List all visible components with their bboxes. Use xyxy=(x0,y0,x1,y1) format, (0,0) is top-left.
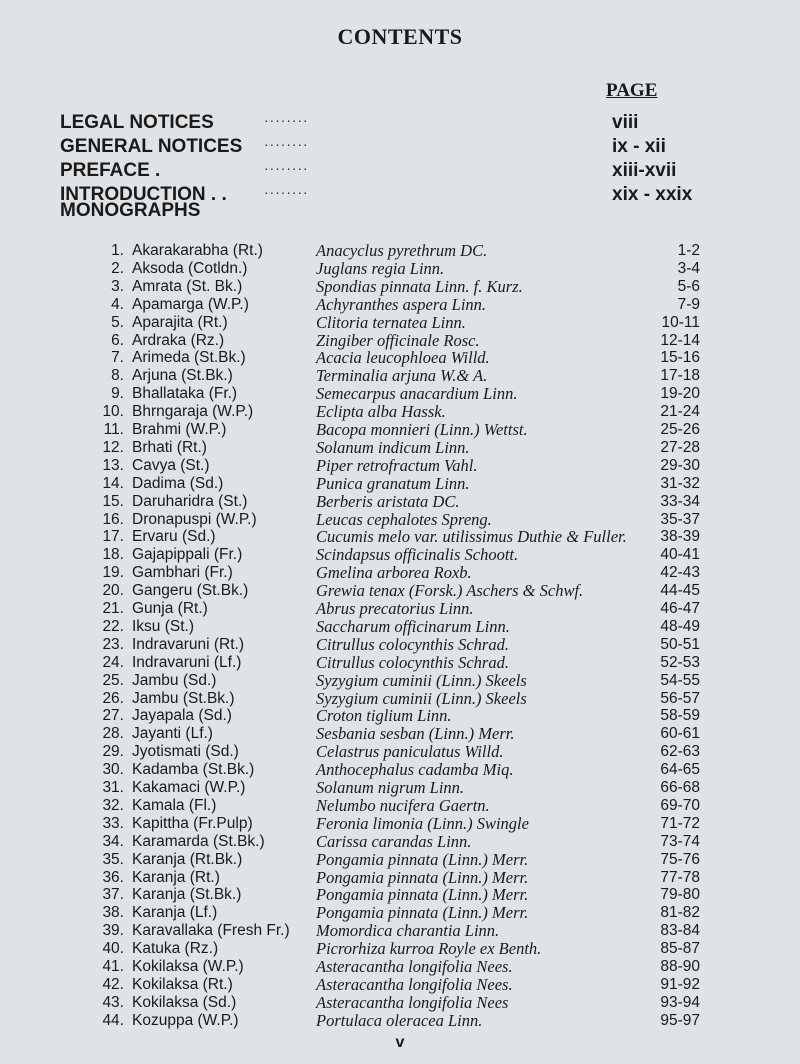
monograph-drug-name: Kozuppa (W.P.) xyxy=(132,1011,239,1029)
monograph-botanical-name: Eclipta alba Hassk. xyxy=(316,402,446,422)
monograph-pages: 50-51 xyxy=(660,635,700,653)
monograph-number: 8. xyxy=(111,367,124,385)
monograph-pages: 15-16 xyxy=(660,349,700,367)
monograph-pages: 60-61 xyxy=(660,725,700,743)
monograph-drug-name: Kokilaksa (Rt.) xyxy=(132,975,233,993)
monograph-number: 12. xyxy=(102,438,124,456)
monograph-number: 26. xyxy=(102,689,124,707)
monograph-botanical-name: Punica granatum Linn. xyxy=(316,473,470,493)
monograph-number: 1. xyxy=(111,242,124,259)
monograph-number: 14. xyxy=(102,474,124,492)
monograph-drug-name: Bhallataka (Fr.) xyxy=(132,385,238,403)
monograph-drug-name: Ervaru (Sd.) xyxy=(132,528,216,546)
monograph-botanical-name: Zingiber officinale Rosc. xyxy=(316,330,480,350)
monograph-drug-name: Aksoda (Cotldn.) xyxy=(132,259,248,277)
monograph-pages: 95-97 xyxy=(660,1011,700,1029)
monograph-pages: 75-76 xyxy=(660,850,700,868)
monograph-pages: 27-28 xyxy=(660,438,700,456)
monograph-number: 34. xyxy=(102,832,124,850)
monograph-drug-name: Indravaruni (Lf.) xyxy=(132,653,242,671)
monograph-drug-name: Katuka (Rz.) xyxy=(132,940,219,958)
monograph-number: 43. xyxy=(102,993,124,1011)
monograph-pages: 3-4 xyxy=(677,259,700,277)
monograph-pages: 66-68 xyxy=(660,779,700,796)
monograph-botanical-name: Terminalia arjuna W.& A. xyxy=(316,366,488,386)
monograph-number: 11. xyxy=(103,421,124,438)
monograph-drug-name: Karavallaka (Fresh Fr.) xyxy=(132,922,290,940)
monograph-botanical-name: Abrus precatorius Linn. xyxy=(316,599,474,618)
page-title: CONTENTS xyxy=(337,24,463,49)
monograph-number: 38. xyxy=(102,904,124,922)
monograph-number: 20. xyxy=(102,582,124,600)
monograph-pages: 58-59 xyxy=(660,707,700,725)
monograph-botanical-name: Solanum indicum Linn. xyxy=(316,437,470,457)
monograph-number: 18. xyxy=(102,546,124,564)
monograph-number: 19. xyxy=(102,564,124,582)
front-matter-page: ix - xii xyxy=(612,136,666,157)
monograph-number: 42. xyxy=(102,975,124,993)
monograph-botanical-name: Gmelina arborea Roxb. xyxy=(316,563,472,583)
monograph-botanical-name: Semecarpus anacardium Linn. xyxy=(316,384,518,404)
monograph-pages: 81-82 xyxy=(660,904,700,922)
monograph-botanical-name: Asteracantha longifolia Nees xyxy=(316,992,509,1012)
front-matter-page: viii xyxy=(612,112,639,133)
monograph-pages: 79-80 xyxy=(660,886,700,904)
leader-dots: . . . . . . . . xyxy=(265,138,307,149)
monograph-drug-name: Arjuna (St.Bk.) xyxy=(132,367,233,385)
monograph-pages: 73-74 xyxy=(660,832,700,850)
monograph-number: 16. xyxy=(102,510,124,528)
monograph-drug-name: Jayapala (Sd.) xyxy=(132,707,232,725)
monograph-botanical-name: Spondias pinnata Linn. f. Kurz. xyxy=(316,276,523,296)
monograph-number: 21. xyxy=(102,600,124,617)
monograph-drug-name: Gajapippali (Fr.) xyxy=(132,546,243,564)
monograph-botanical-name: Anthocephalus cadamba Miq. xyxy=(316,760,514,780)
monograph-pages: 7-9 xyxy=(677,295,700,313)
monograph-drug-name: Karanja (St.Bk.) xyxy=(132,886,242,904)
monograph-number: 23. xyxy=(102,635,124,653)
monograph-number: 6. xyxy=(111,331,124,349)
monograph-drug-name: Bhrngaraja (W.P.) xyxy=(132,403,254,421)
monograph-botanical-name: Syzygium cuminii (Linn.) Skeels xyxy=(316,670,527,690)
monograph-pages: 33-34 xyxy=(660,492,700,510)
monograph-drug-name: Cavya (St.) xyxy=(132,456,210,474)
monograph-botanical-name: Clitoria ternatea Linn. xyxy=(316,312,466,332)
monograph-drug-name: Akarakarabha (Rt.) xyxy=(132,242,263,259)
monograph-number: 40. xyxy=(102,940,124,958)
monograph-number: 44. xyxy=(102,1011,124,1029)
monograph-number: 29. xyxy=(102,743,124,761)
front-matter-page: xix - xxix xyxy=(612,184,693,205)
monograph-botanical-name: Anacyclus pyrethrum DC. xyxy=(316,241,488,260)
front-matter-page: xiii-xvii xyxy=(612,160,677,181)
monograph-pages: 17-18 xyxy=(660,367,700,385)
monograph-pages: 52-53 xyxy=(660,653,700,671)
monograph-botanical-name: Saccharum officinarum Linn. xyxy=(316,616,510,636)
monograph-pages: 10-11 xyxy=(661,313,700,331)
front-matter-row xyxy=(60,112,760,134)
monograph-number: 36. xyxy=(102,868,124,886)
monograph-pages: 21-24 xyxy=(660,403,700,421)
monograph-pages: 88-90 xyxy=(660,958,700,975)
monograph-drug-name: Kokilaksa (W.P.) xyxy=(132,958,244,975)
monograph-pages: 25-26 xyxy=(660,421,700,438)
monograph-pages: 35-37 xyxy=(660,510,700,528)
monograph-botanical-name: Scindapsus officinalis Schoott. xyxy=(316,545,519,565)
front-matter-row xyxy=(60,160,760,182)
monograph-botanical-name: Juglans regia Linn. xyxy=(316,258,445,278)
monograph-botanical-name: Nelumbo nucifera Gaertn. xyxy=(316,795,490,815)
front-matter-label: INTRODUCTION . . xyxy=(60,184,227,205)
monograph-pages: 62-63 xyxy=(660,743,700,761)
monograph-number: 39. xyxy=(102,922,124,940)
monograph-botanical-name: Sesbania sesban (Linn.) Merr. xyxy=(316,724,515,744)
monograph-pages: 93-94 xyxy=(660,993,700,1011)
monograph-number: 37. xyxy=(102,886,124,904)
monograph-drug-name: Karanja (Rt.Bk.) xyxy=(132,850,243,868)
monograph-drug-name: Gangeru (St.Bk.) xyxy=(132,582,249,600)
monograph-botanical-name: Croton tiglium Linn. xyxy=(316,706,452,726)
monograph-number: 27. xyxy=(102,707,124,725)
monograph-botanical-name: Carissa carandas Linn. xyxy=(316,831,472,851)
monograph-botanical-name: Momordica charantia Linn. xyxy=(316,921,500,941)
monograph-pages: 44-45 xyxy=(660,582,700,600)
monograph-number: 41. xyxy=(102,958,124,975)
monograph-botanical-name: Pongamia pinnata (Linn.) Merr. xyxy=(316,867,529,887)
front-matter-row xyxy=(60,136,760,158)
monograph-botanical-name: Asteracantha longifolia Nees. xyxy=(316,974,513,994)
monograph-number: 7. xyxy=(111,349,124,367)
monograph-botanical-name: Portulaca oleracea Linn. xyxy=(316,1010,483,1030)
monograph-number: 31. xyxy=(102,779,124,796)
monograph-number: 30. xyxy=(102,761,124,779)
monograph-pages: 71-72 xyxy=(660,814,700,832)
monograph-botanical-name: Grewia tenax (Forsk.) Aschers & Schwf. xyxy=(316,581,584,601)
monograph-drug-name: Apamarga (W.P.) xyxy=(132,295,249,313)
monograph-number: 13. xyxy=(102,456,124,474)
monograph-drug-name: Amrata (St. Bk.) xyxy=(132,277,243,295)
monograph-pages: 46-47 xyxy=(660,600,700,617)
page-number: v xyxy=(395,1034,405,1051)
monograph-drug-name: Jayanti (Lf.) xyxy=(132,725,213,743)
monograph-number: 5. xyxy=(111,313,124,331)
front-matter-label: PREFACE . xyxy=(60,160,161,181)
monograph-drug-name: Kokilaksa (Sd.) xyxy=(132,993,237,1011)
monograph-drug-name: Kamala (Fl.) xyxy=(132,796,217,814)
monograph-number: 22. xyxy=(102,617,124,635)
monograph-botanical-name: Citrullus colocynthis Schrad. xyxy=(316,634,509,654)
monograph-botanical-name: Feronia limonia (Linn.) Swingle xyxy=(316,813,529,833)
monograph-drug-name: Jyotismati (Sd.) xyxy=(132,743,239,761)
monograph-botanical-name: Solanum nigrum Linn. xyxy=(316,778,465,797)
monograph-pages: 69-70 xyxy=(660,796,700,814)
section-title: MONOGRAPHS xyxy=(60,200,201,221)
monograph-botanical-name: Pongamia pinnata (Linn.) Merr. xyxy=(316,903,529,923)
monograph-pages: 31-32 xyxy=(660,474,700,492)
monograph-drug-name: Karamarda (St.Bk.) xyxy=(132,832,265,850)
monograph-drug-name: Kadamba (St.Bk.) xyxy=(132,761,255,779)
monograph-botanical-name: Asteracantha longifolia Nees. xyxy=(316,957,513,976)
leader-dots: . . . . . . . . xyxy=(265,162,307,173)
monograph-pages: 29-30 xyxy=(660,456,700,474)
leader-dots: . . . . . . . . xyxy=(265,114,307,125)
monograph-number: 35. xyxy=(102,850,124,868)
monograph-number: 3. xyxy=(111,277,124,295)
monograph-drug-name: Aparajita (Rt.) xyxy=(132,313,228,331)
monograph-pages: 38-39 xyxy=(660,528,700,546)
monograph-drug-name: Karanja (Rt.) xyxy=(132,868,220,886)
monograph-drug-name: Arimeda (St.Bk.) xyxy=(132,349,246,367)
monograph-number: 24. xyxy=(102,653,124,671)
monograph-pages: 42-43 xyxy=(660,564,700,582)
monograph-number: 32. xyxy=(102,796,124,814)
monograph-drug-name: Gambhari (Fr.) xyxy=(132,564,233,582)
monograph-drug-name: Jambu (St.Bk.) xyxy=(132,689,235,707)
monograph-botanical-name: Acacia leucophloea Willd. xyxy=(316,348,490,368)
monograph-drug-name: Brahmi (W.P.) xyxy=(132,421,227,438)
monograph-drug-name: Ardraka (Rz.) xyxy=(132,331,225,349)
monograph-drug-name: Brhati (Rt.) xyxy=(132,438,207,456)
monograph-number: 2. xyxy=(111,259,124,277)
monograph-drug-name: Iksu (St.) xyxy=(132,617,195,635)
monograph-drug-name: Kapittha (Fr.Pulp) xyxy=(132,814,253,832)
monograph-botanical-name: Leucas cephalotes Spreng. xyxy=(316,509,492,529)
monograph-botanical-name: Pongamia pinnata (Linn.) Merr. xyxy=(316,885,529,905)
monograph-pages: 83-84 xyxy=(660,922,700,940)
front-matter-label: GENERAL NOTICES xyxy=(60,136,243,157)
monograph-row xyxy=(0,1010,800,1031)
monograph-botanical-name: Berberis aristata DC. xyxy=(316,491,460,511)
monograph-number: 4. xyxy=(111,295,124,313)
monograph-drug-name: Karanja (Lf.) xyxy=(132,904,218,922)
monograph-drug-name: Kakamaci (W.P.) xyxy=(132,779,246,796)
monograph-botanical-name: Picrorhiza kurroa Royle ex Benth. xyxy=(316,939,542,959)
monograph-botanical-name: Bacopa monnieri (Linn.) Wettst. xyxy=(316,420,528,439)
monograph-pages: 56-57 xyxy=(660,689,700,707)
monograph-number: 10. xyxy=(102,403,124,421)
monograph-pages: 12-14 xyxy=(660,331,700,349)
monograph-number: 25. xyxy=(102,671,124,689)
monograph-pages: 64-65 xyxy=(660,761,700,779)
monograph-botanical-name: Piper retrofractum Vahl. xyxy=(316,455,478,475)
monograph-botanical-name: Cucumis melo var. utilissimus Duthie & Fuller. xyxy=(316,527,627,547)
monograph-botanical-name: Achyranthes aspera Linn. xyxy=(316,294,487,314)
monograph-number: 28. xyxy=(102,725,124,743)
monograph-pages: 48-49 xyxy=(660,617,700,635)
monograph-botanical-name: Pongamia pinnata (Linn.) Merr. xyxy=(316,849,529,869)
monograph-number: 33. xyxy=(102,814,124,832)
monograph-drug-name: Daruharidra (St.) xyxy=(132,492,248,510)
monograph-pages: 85-87 xyxy=(660,940,700,958)
leader-dots: . . . . . . . . xyxy=(265,186,307,197)
monograph-botanical-name: Syzygium cuminii (Linn.) Skeels xyxy=(316,688,527,708)
monograph-drug-name: Dronapuspi (W.P.) xyxy=(132,510,257,528)
monograph-number: 9. xyxy=(111,385,124,403)
front-matter-label: LEGAL NOTICES xyxy=(60,112,214,133)
monograph-number: 17. xyxy=(102,528,124,546)
monograph-pages: 54-55 xyxy=(660,671,700,689)
monograph-pages: 5-6 xyxy=(677,277,700,295)
monograph-drug-name: Dadima (Sd.) xyxy=(132,474,224,492)
monograph-number: 15. xyxy=(102,492,124,510)
monograph-botanical-name: Citrullus colocynthis Schrad. xyxy=(316,652,509,672)
monograph-pages: 19-20 xyxy=(660,385,700,403)
monograph-drug-name: Indravaruni (Rt.) xyxy=(132,635,244,653)
monograph-pages: 1-2 xyxy=(677,242,700,259)
monograph-pages: 77-78 xyxy=(660,868,700,886)
monograph-drug-name: Jambu (Sd.) xyxy=(132,671,217,689)
monograph-botanical-name: Celastrus paniculatus Willd. xyxy=(316,742,504,762)
monograph-drug-name: Gunja (Rt.) xyxy=(132,600,208,617)
monograph-pages: 91-92 xyxy=(660,975,700,993)
monograph-pages: 40-41 xyxy=(660,546,700,564)
page-column-header: PAGE xyxy=(606,80,658,101)
